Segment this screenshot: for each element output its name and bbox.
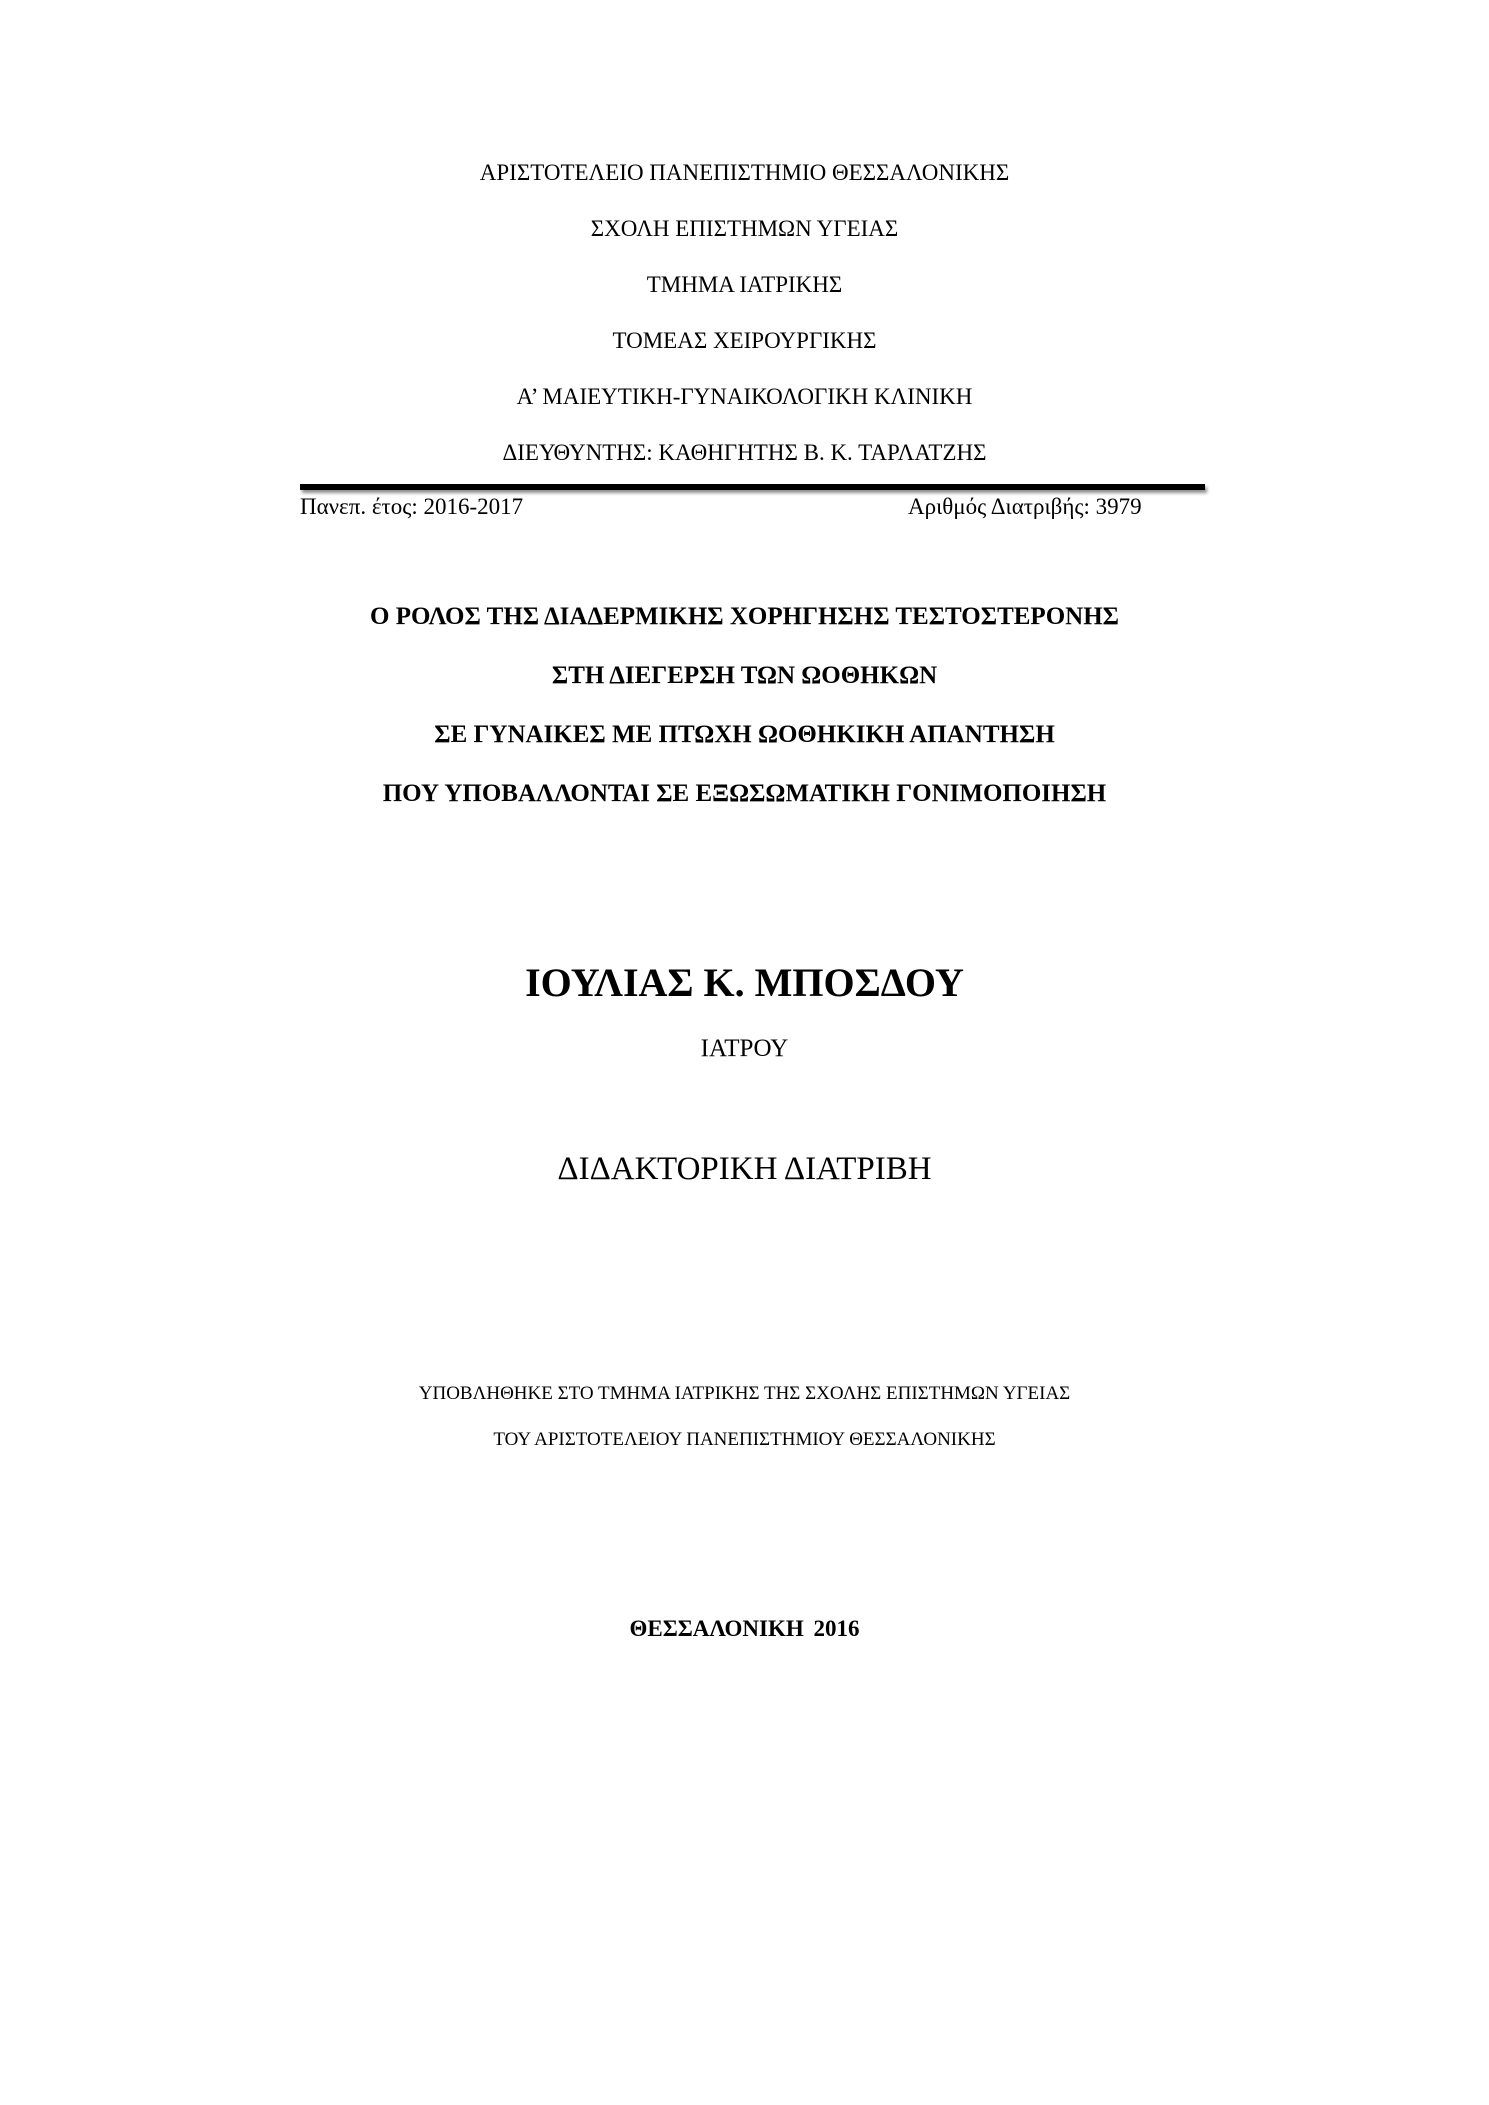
department-name: ΤΜΗΜΑ ΙΑΤΡΙΚΗΣ — [646, 272, 843, 297]
academic-year: Πανεπ. έτος: 2016-2017 — [300, 494, 524, 519]
thesis-title-line-2: ΣΤΗ ΔΙΕΓΕΡΣΗ ΤΩΝ ΩΟΘΗΚΩΝ — [551, 662, 938, 689]
school-name: ΣΧΟΛΗ ΕΠΙΣΤΗΜΩΝ ΥΓΕΙΑΣ — [590, 216, 899, 241]
thesis-title-line-4: ΠΟΥ ΥΠΟΒΑΛΛΟΝΤΑΙ ΣΕ ΕΞΩΣΩΜΑΤΙΚΗ ΓΟΝΙΜΟΠΟΙΗΣΗ — [382, 780, 1107, 807]
thesis-type: ΔΙΔΑΚΤΟΡΙΚΗ ΔΙΑΤΡΙΒΗ — [557, 1151, 932, 1187]
sector-name: ΤΟΜΕΑΣ ΧΕΙΡΟΥΡΓΙΚΗΣ — [612, 328, 877, 353]
author-name: ΙΟΥΛΙΑΣ Κ. ΜΠΟΣΔΟΥ — [525, 960, 964, 1005]
submission-line-2: ΤΟΥ ΑΡΙΣΤΟΤΕΛΕΙΟΥ ΠΑΝΕΠΙΣΤΗΜΙΟΥ ΘΕΣΣΑΛΟΝΙΚΗΣ — [493, 1429, 996, 1450]
director-line: ΔΙΕΥΘΥΝΤΗΣ: ΚΑΘΗΓΗΤΗΣ Β. Κ. ΤΑΡΛΑΤΖΗΣ — [502, 440, 987, 465]
place-date: ΘΕΣΣΑΛΟΝΙΚΗ 2016 — [629, 1616, 860, 1641]
thesis-title-line-3: ΣΕ ΓΥΝΑΙΚΕΣ ΜΕ ΠΤΩΧΗ ΩΟΘΗΚΙΚΗ ΑΠΑΝΤΗΣΗ — [434, 721, 1055, 748]
author-role: ΙΑΤΡΟΥ — [700, 1035, 789, 1062]
thesis-number: Αριθμός Διατριβής: 3979 — [908, 494, 1142, 519]
header-divider — [300, 484, 1205, 490]
clinic-name: Α’ ΜΑΙΕΥΤΙΚΗ-ΓΥΝΑΙΚΟΛΟΓΙΚΗ ΚΛΙΝΙΚΗ — [516, 384, 973, 409]
thesis-title-line-1: Ο ΡΟΛΟΣ ΤΗΣ ΔΙΑΔΕΡΜΙΚΗΣ ΧΟΡΗΓΗΣΗΣ ΤΕΣΤΟΣΤΕΡΟΝΗΣ — [370, 603, 1119, 630]
university-name: ΑΡΙΣΤΟΤΕΛΕΙΟ ΠΑΝΕΠΙΣΤΗΜΙΟ ΘΕΣΣΑΛΟΝΙΚΗΣ — [479, 160, 1010, 185]
submission-line-1: ΥΠΟΒΛΗΘΗΚΕ ΣΤΟ ΤΜΗΜΑ ΙΑΤΡΙΚΗΣ ΤΗΣ ΣΧΟΛΗΣ ΕΠΙΣΤΗΜΩΝ ΥΓΕΙΑΣ — [418, 1383, 1071, 1404]
